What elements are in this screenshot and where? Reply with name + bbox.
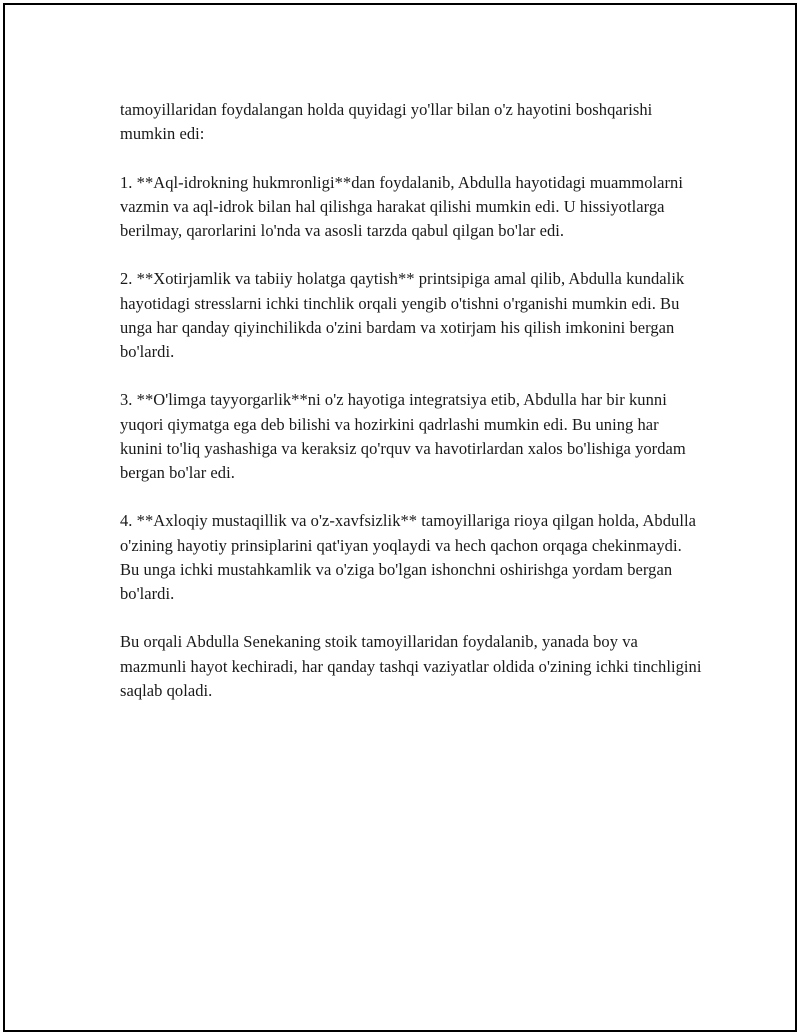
list-item-2-paragraph: 2. **Xotirjamlik va tabiiy holatga qaytish** printsipiga amal qilib, Abdulla kundalik hayotidagi stresslarni ichki tinchlik orqali yengib o'tishni o'rganishi mumkin edi. Bu unga har qanday qiyinchilikda o'zini bardam va xotirjam his qilish imkonini bergan bo'lardi. [120, 269, 685, 361]
list-item-1-paragraph: 1. **Aql-idrokning hukmronligi**dan foydalanib, Abdulla hayotidagi muammolarni vazmin va aql-idrok bilan hal qilishga harakat qilishi mumkin edi. U hissiyotlarga berilmay, qarorlarini lo'nda va asosli tarzda qabul qilgan bo'lar edi. [120, 172, 683, 240]
list-item-4-paragraph: 4. **Axloqiy mustaqillik va o'z-xavfsizlik** tamoyillariga rioya qilgan holda, Abdulla o'zining hayotiy prinsiplarini qat'iyan yoqlaydi va hech qachon orqaga chekinmaydi. Bu unga ichki mustahkamlik va o'ziga bo'lgan ishonchni oshirishga yordam bergan bo'lardi. [120, 511, 696, 603]
document-body [120, 98, 705, 727]
list-item-3-paragraph: 3. **O'limga tayyorgarlik**ni o'z hayotiga integratsiya etib, Abdulla har bir kunni yuqori qiymatga ega deb bilishi va hozirkini qadrlashi mumkin edi. Bu uning har kunini to'liq yashashiga va keraksiz qo'rquv va havotirlardan xalos bo'lishiga yordam bergan bo'lar edi. [120, 390, 686, 482]
intro-paragraph: tamoyillaridan foydalangan holda quyidagi yo'llar bilan o'z hayotini boshqarishi mumkin edi: [120, 100, 653, 144]
document-page [3, 3, 797, 1032]
conclusion-paragraph: Bu orqali Abdulla Senekaning stoik tamoyillaridan foydalanib, yanada boy va mazmunli hayot kechiradi, har qanday tashqi vaziyatlar oldida o'zining ichki tinchligini saqlab qoladi. [120, 632, 702, 700]
